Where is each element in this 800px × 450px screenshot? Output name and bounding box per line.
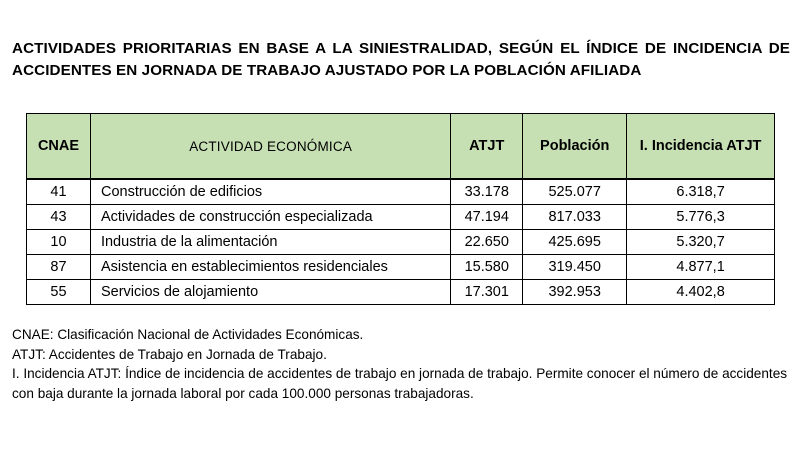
cell-incidencia: 5.776,3: [627, 205, 775, 230]
header-atjt: ATJT: [451, 114, 523, 180]
table-row: [27, 280, 775, 305]
title-line-1: ACTIVIDADES PRIORITARIAS EN BASE A LA SINIESTRALIDAD, SEGÚN EL ÍNDICE DE INCIDENCIA DE: [12, 40, 790, 57]
cell-actividad: Actividades de construcción especializada: [90, 205, 450, 230]
note-cnae: CNAE: Clasificación Nacional de Actividades Económicas.: [12, 327, 364, 342]
cell-poblacion: 392.953: [523, 280, 627, 305]
cell-poblacion: 319.450: [523, 255, 627, 280]
footnotes: [12, 325, 792, 403]
cell-cnae: 55: [27, 280, 91, 305]
activities-table: [26, 113, 775, 305]
header-poblacion: Población: [523, 114, 627, 180]
cell-incidencia: 4.402,8: [627, 280, 775, 305]
table-row: [27, 205, 775, 230]
table-row: [27, 230, 775, 255]
table-row: [27, 179, 775, 205]
note-atjt: ATJT: Accidentes de Trabajo en Jornada de Trabajo.: [12, 346, 327, 362]
document-title: [12, 38, 790, 82]
cell-poblacion: 425.695: [523, 230, 627, 255]
title-line-2: ACCIDENTES EN JORNADA DE TRABAJO AJUSTADO POR LA POBLACIÓN AFILIADA: [12, 62, 642, 79]
cell-actividad: Construcción de edificios: [90, 179, 450, 205]
cell-poblacion: 817.033: [523, 205, 627, 230]
cell-incidencia: 4.877,1: [627, 255, 775, 280]
cell-atjt: 33.178: [451, 179, 523, 205]
cell-actividad: Industria de la alimentación: [90, 230, 450, 255]
cell-cnae: 87: [27, 255, 91, 280]
cell-incidencia: 6.318,7: [627, 179, 775, 205]
cell-atjt: 17.301: [451, 280, 523, 305]
header-actividad: ACTIVIDAD ECONÓMICA: [90, 114, 450, 180]
note-incidencia: I. Incidencia ATJT: Índice de incidencia de accidentes de trabajo en jornada de trabajo. Permite conocer el número de accidentes con baja durante la jornada laboral por cada 100.000 personas trabajadoras.: [12, 366, 788, 401]
cell-actividad: Servicios de alojamiento: [90, 280, 450, 305]
cell-cnae: 10: [27, 230, 91, 255]
table-header-row: [27, 114, 775, 180]
cell-actividad: Asistencia en establecimientos residenciales: [90, 255, 450, 280]
cell-atjt: 15.580: [451, 255, 523, 280]
cell-atjt: 22.650: [451, 230, 523, 255]
header-incidencia: I. Incidencia ATJT: [627, 114, 775, 180]
cell-atjt: 47.194: [451, 205, 523, 230]
header-cnae: CNAE: [27, 114, 91, 180]
table-row: [27, 255, 775, 280]
cell-incidencia: 5.320,7: [627, 230, 775, 255]
cell-cnae: 43: [27, 205, 91, 230]
cell-poblacion: 525.077: [523, 179, 627, 205]
cell-cnae: 41: [27, 179, 91, 205]
